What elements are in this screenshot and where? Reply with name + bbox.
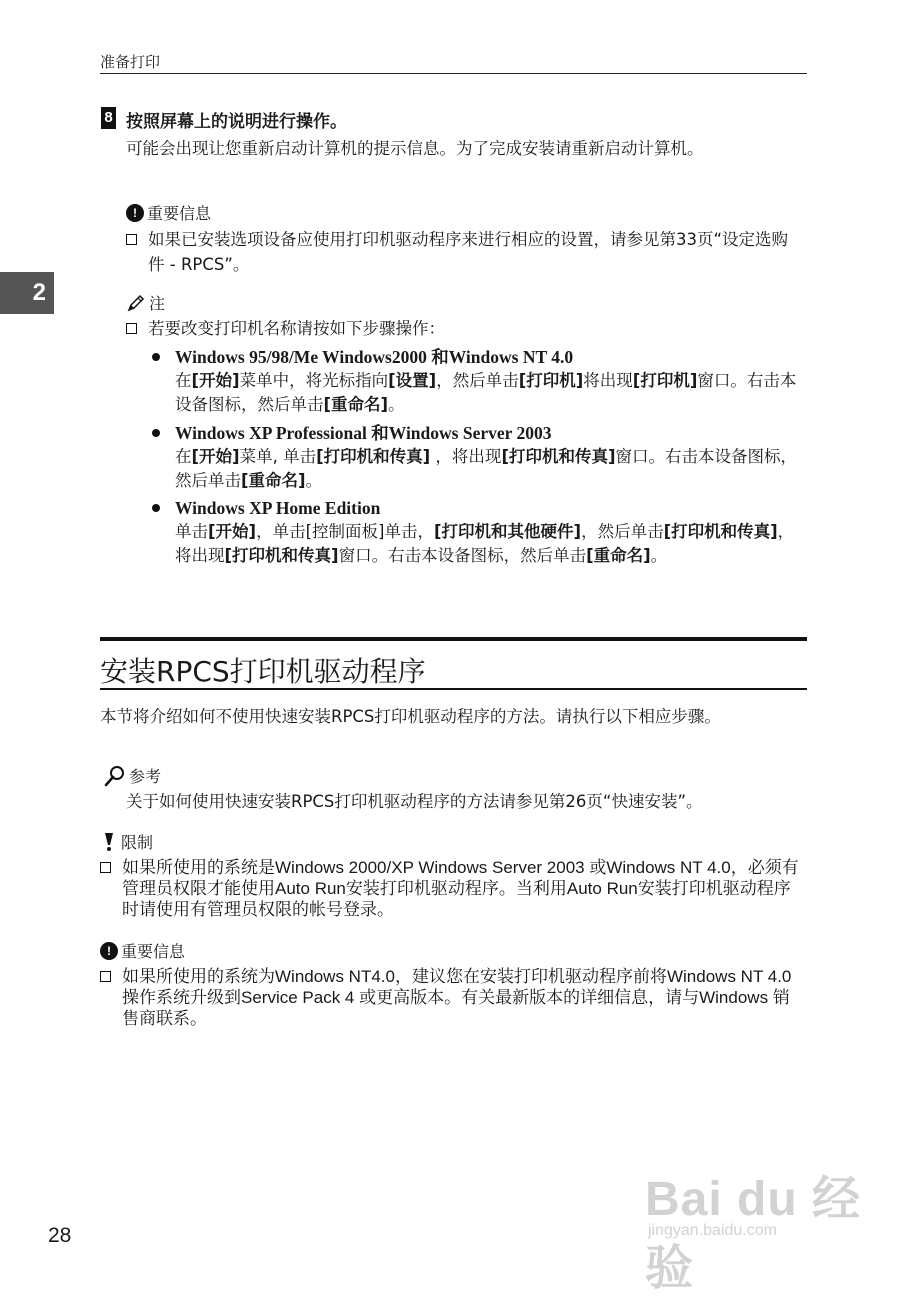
bullet-body <box>152 520 802 568</box>
header-rule <box>100 73 807 74</box>
menu-path: [设置] <box>388 371 437 390</box>
text-run: 单击， <box>384 522 434 541</box>
important-item <box>126 227 802 277</box>
reference-title <box>104 764 806 787</box>
bullet-item <box>152 421 802 493</box>
bullet-heading <box>152 345 802 369</box>
reference-body: 关于如何使用快速安装RPCS打印机驱动程序的方法请参见第26页“快速安装”。 <box>126 792 703 811</box>
text-run: 在 <box>175 447 192 466</box>
checkbox-bullet-icon <box>100 971 111 982</box>
menu-path: [打印机和其他硬件] <box>433 522 582 541</box>
text-run: 。 <box>650 546 668 565</box>
magnifier-icon <box>104 765 126 787</box>
text-run: ，单击 <box>256 522 306 541</box>
important-item-text: 如果已安装选项设备应使用打印机驱动程序来进行相应的设置，请参见第33页“设定选购件 - RPCS”。 <box>148 230 789 274</box>
bullet-heading <box>152 496 802 520</box>
limitation-title-text: 限制 <box>121 833 154 852</box>
bullet-body <box>152 445 802 493</box>
important-icon: ! <box>126 204 144 222</box>
reference-block <box>104 764 806 814</box>
important-title-text: 重要信息 <box>121 942 186 961</box>
limitation-item <box>100 857 802 920</box>
menu-path: [开始] <box>191 447 240 466</box>
running-header: 准备打印 <box>100 53 161 71</box>
menu-path: [打印机和传真] <box>224 546 339 565</box>
note-intro-text: 若要改变打印机名称请按如下步骤操作： <box>148 319 445 338</box>
text-run: ，将出现 <box>430 447 502 466</box>
bullet-dot-icon <box>152 429 160 437</box>
text-run: 窗口。右击本设备图标，然后单击 <box>338 546 587 565</box>
note-title-text: 注 <box>149 294 166 313</box>
bullet-heading-text: Windows XP Professional 和Windows Server 2003 <box>175 423 552 443</box>
reference-title-text: 参考 <box>129 767 162 786</box>
checkbox-bullet-icon <box>126 234 137 245</box>
text-run: 窗口。右击本设备图标，然后单击 <box>175 447 798 490</box>
note-title <box>126 291 802 314</box>
bullet-heading-text: Windows 95/98/Me Windows2000 和Windows NT 4.0 <box>175 347 574 367</box>
watermark-url: jingyan.baidu.com <box>648 1222 777 1239</box>
text-run: 窗口。右击本设备图标，然后单击 <box>175 371 797 414</box>
text-run: 菜单中，将光标指向 <box>239 371 389 390</box>
menu-path: [控制面板] <box>305 522 385 541</box>
important-title <box>126 201 802 224</box>
limitation-block <box>100 830 802 920</box>
important-block-1 <box>126 201 802 277</box>
text-run: ，然后单击 <box>581 522 664 541</box>
bullet-item <box>152 496 802 568</box>
important-item <box>100 966 802 1029</box>
important-title-text: 重要信息 <box>147 204 212 223</box>
chapter-tab: 2 <box>0 272 54 314</box>
menu-path: [开始] <box>208 522 257 541</box>
section-rule-top <box>100 637 807 641</box>
text-run: 。 <box>388 395 405 414</box>
bullet-heading-text: Windows XP Home Edition <box>175 498 381 518</box>
step-title: 按照屏幕上的说明进行操作。 <box>126 112 347 132</box>
important-block-2 <box>100 939 802 1029</box>
exclamation-icon <box>100 832 118 852</box>
bullet-heading <box>152 421 802 445</box>
bullet-item <box>152 345 802 417</box>
section-rule-bottom <box>100 688 807 690</box>
text-run: 。 <box>305 471 323 490</box>
page-number: 28 <box>48 1224 72 1247</box>
important-title <box>100 939 802 962</box>
text-run: 在 <box>175 371 192 390</box>
step-number-badge: 8 <box>101 107 116 129</box>
important-icon: ! <box>100 942 118 960</box>
text-run: 将出现 <box>583 371 633 390</box>
menu-path: [重命名] <box>241 471 306 490</box>
checkbox-bullet-icon <box>100 862 111 873</box>
section-intro: 本节将介绍如何不使用快速安装RPCS打印机驱动程序的方法。请执行以下相应步骤。 <box>100 707 721 726</box>
note-block <box>126 291 802 341</box>
section-title: 安装RPCS打印机驱动程序 <box>100 655 426 688</box>
important-item-text: 如果所使用的系统为Windows NT4.0，建议您在安装打印机驱动程序前将Windows NT 4.0 操作系统升级到Service Pack 4 或更高版本。有关最新版本的详细信息，请与Windows 销售商联系。 <box>122 967 792 1028</box>
checkbox-bullet-icon <box>126 323 137 334</box>
menu-path: [开始] <box>191 371 240 390</box>
text-run: 单击 <box>175 522 208 541</box>
text-run: ，将出现 <box>175 522 795 565</box>
pencil-icon <box>126 293 146 313</box>
text-run: ，然后单击 <box>436 371 519 390</box>
note-item <box>126 316 802 341</box>
bullet-dot-icon <box>152 353 160 361</box>
menu-path: [打印机] <box>632 371 698 390</box>
text-run: 菜单, 单击 <box>239 447 317 466</box>
menu-path: [打印机和传真] <box>501 447 616 466</box>
bullet-dot-icon <box>152 504 160 512</box>
watermark-logo: Bai du 经验 <box>645 1173 862 1295</box>
step-body: 可能会出现让您重新启动计算机的提示信息。为了完成安装请重新启动计算机。 <box>126 139 704 158</box>
limitation-item-text: 如果所使用的系统是Windows 2000/XP Windows Server 2003 或Windows NT 4.0，必须有管理员权限才能使用Auto Run安装打印机驱动程序。当利用Auto Run安装打印机驱动程序时请使用有管理员权限的帐号登录。 <box>122 858 799 919</box>
menu-path: [打印机和传真] <box>663 522 778 541</box>
menu-path: [打印机和传真] <box>316 447 431 466</box>
bullet-body <box>152 369 802 417</box>
menu-path: [打印机] <box>518 371 584 390</box>
menu-path: [重命名] <box>586 546 651 565</box>
menu-path: [重命名] <box>323 395 389 414</box>
limitation-title <box>100 830 802 853</box>
